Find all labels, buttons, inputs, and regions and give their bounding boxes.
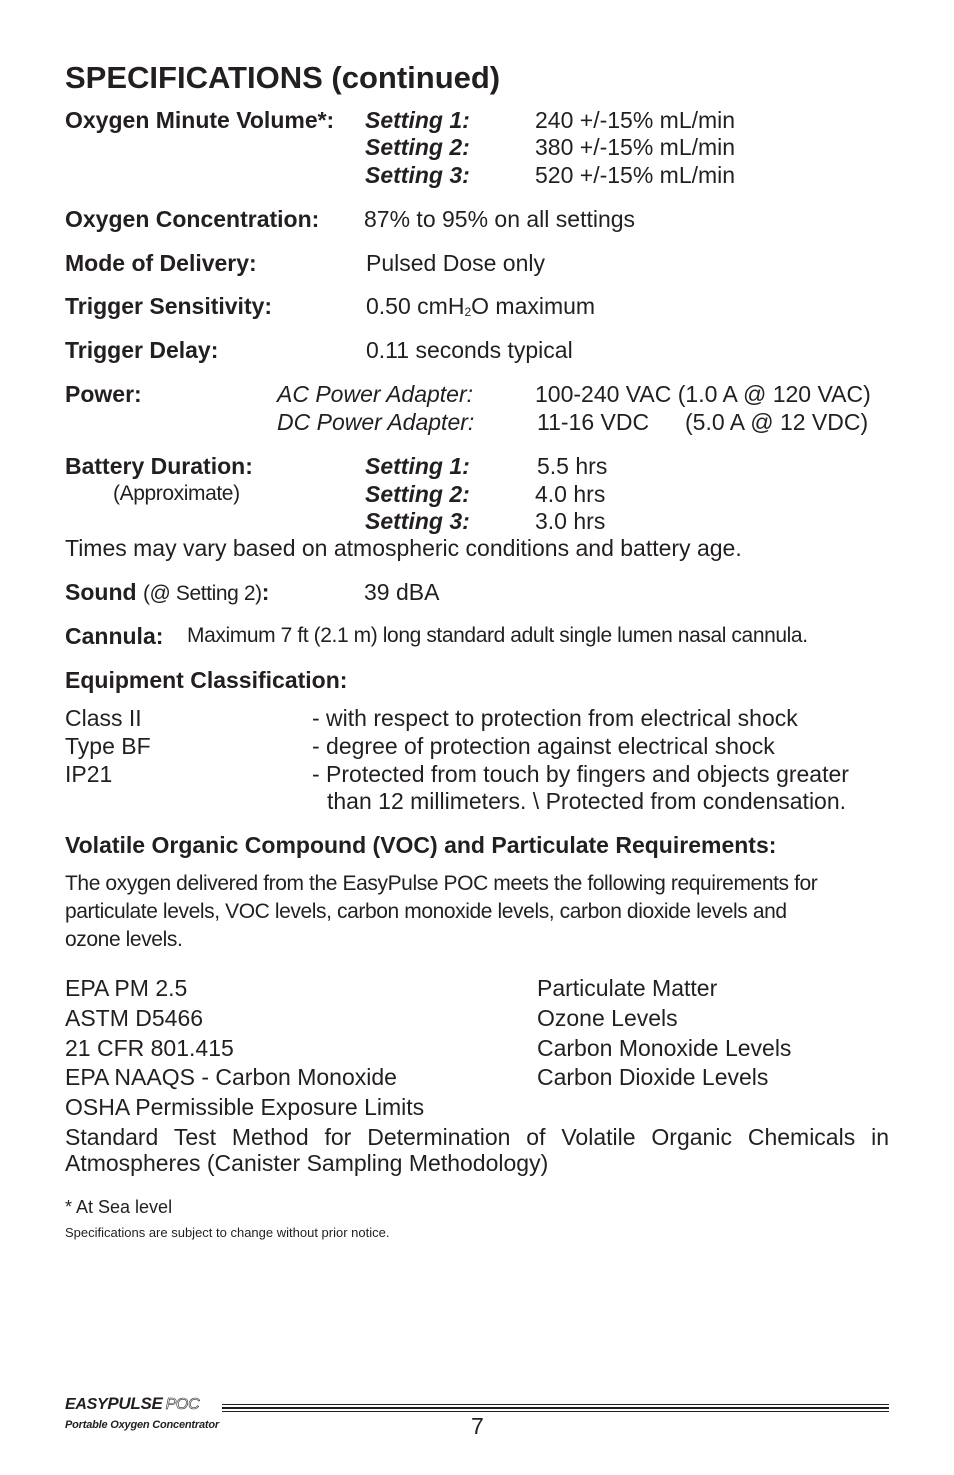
omv-setting-1: Setting 1:: [365, 107, 470, 133]
voc-paragraph-line-3: ozone levels.: [65, 928, 183, 951]
ip21: IP21: [65, 761, 113, 787]
battery-value-3: 3.0 hrs: [535, 508, 606, 534]
standard-epa-naaqs: EPA NAAQS - Carbon Monoxide: [65, 1064, 397, 1090]
voc-heading: Volatile Organic Compound (VOC) and Particulate Requirements:: [65, 832, 777, 858]
oxygen-concentration-value: 87% to 95% on all settings: [364, 206, 636, 232]
ac-adapter-label: AC Power Adapter:: [277, 381, 474, 407]
trigger-sensitivity-value-pre: 0.50 cmH: [366, 293, 465, 319]
sound-label: [65, 578, 269, 608]
battery-setting-2: Setting 2:: [365, 481, 470, 507]
type-bf-description: - degree of protection against electrical shock: [312, 733, 775, 759]
logo-easy: EASY: [65, 1396, 108, 1413]
page-title: SPECIFICATIONS (continued): [65, 60, 501, 95]
class-ii-description: - with respect to protection from electrical shock: [312, 705, 798, 731]
omv-value-1: 240 +/-15% mL/min: [535, 107, 736, 133]
test-method-line-1: Standard Test Method for Determination of Volatile Organic Chemicals in: [65, 1124, 889, 1150]
omv-value-2: 380 +/-15% mL/min: [535, 134, 736, 160]
voc-paragraph-line-2: particulate levels, VOC levels, carbon monoxide levels, carbon dioxide levels and: [65, 900, 787, 923]
easypulse-logo: [65, 1394, 199, 1415]
trigger-delay-label: Trigger Delay:: [65, 337, 219, 363]
battery-setting-3: Setting 3:: [365, 508, 470, 534]
ac-adapter-value: 100-240 VAC (1.0 A @ 120 VAC): [535, 381, 871, 407]
standard-epa-pm25: EPA PM 2.5: [65, 975, 188, 1001]
logo-pulse: PULSE: [107, 1394, 163, 1413]
cannula-value: Maximum 7 ft (2.1 m) long standard adult single lumen nasal cannula.: [187, 624, 808, 647]
voc-paragraph-line-1: The oxygen delivered from the EasyPulse POC meets the following requirements for: [65, 872, 818, 895]
equipment-classification-heading: Equipment Classification:: [65, 667, 348, 693]
dc-adapter-current: (5.0 A @ 12 VDC): [685, 409, 869, 435]
class-ii: Class II: [65, 705, 142, 731]
trigger-sensitivity-subscript: 2: [464, 305, 472, 319]
type-bf: Type BF: [65, 733, 151, 759]
standard-21-cfr: 21 CFR 801.415: [65, 1035, 234, 1061]
standard-astm-d5466: ASTM D5466: [65, 1005, 204, 1031]
omv-setting-2: Setting 2:: [365, 134, 470, 160]
standard-carbon-dioxide-levels: Carbon Dioxide Levels: [537, 1064, 769, 1090]
mode-of-delivery-label: Mode of Delivery:: [65, 250, 257, 276]
omv-setting-3: Setting 3:: [365, 162, 470, 188]
sound-label-text: Sound: [65, 579, 137, 605]
battery-duration-sublabel: (Approximate): [113, 482, 240, 505]
oxygen-minute-volume-label: Oxygen Minute Volume*:: [65, 107, 335, 133]
sound-value: 39 dBA: [364, 579, 440, 605]
dc-adapter-label: DC Power Adapter:: [277, 409, 475, 435]
trigger-sensitivity-label: Trigger Sensitivity:: [65, 293, 273, 319]
trigger-sensitivity-value-post: O maximum: [471, 293, 596, 319]
standard-osha: OSHA Permissible Exposure Limits: [65, 1094, 425, 1120]
footer-tagline: Portable Oxygen Concentrator: [65, 1419, 219, 1431]
footer-rule-middle: [222, 1407, 889, 1409]
mode-of-delivery-value: Pulsed Dose only: [366, 250, 545, 276]
battery-value-2: 4.0 hrs: [535, 481, 606, 507]
standard-carbon-monoxide-levels: Carbon Monoxide Levels: [537, 1035, 792, 1061]
battery-value-1: 5.5 hrs: [537, 453, 608, 479]
page-number: 7: [471, 1413, 484, 1439]
standard-particulate-matter: Particulate Matter: [537, 975, 718, 1001]
trigger-delay-value: 0.11 seconds typical: [366, 337, 573, 363]
logo-poc: POC: [165, 1396, 200, 1413]
cannula-label: Cannula:: [65, 623, 164, 649]
dc-adapter-voltage: 11-16 VDC: [537, 409, 650, 435]
ip21-description-continuation: than 12 millimeters. \ Protected from condensation.: [327, 788, 847, 814]
ip21-description: - Protected from touch by fingers and objects greater: [312, 761, 849, 787]
omv-value-3: 520 +/-15% mL/min: [535, 162, 736, 188]
sound-colon: :: [261, 579, 270, 605]
battery-duration-note: Times may vary based on atmospheric conditions and battery age.: [65, 535, 742, 561]
battery-setting-1: Setting 1:: [365, 453, 470, 479]
trigger-sensitivity-value: [366, 292, 595, 326]
oxygen-concentration-label: Oxygen Concentration:: [65, 206, 320, 232]
test-method-line-2: Atmospheres (Canister Sampling Methodology): [65, 1150, 549, 1176]
standard-ozone-levels: Ozone Levels: [537, 1005, 678, 1031]
disclaimer: Specifications are subject to change without prior notice.: [65, 1225, 390, 1240]
footer-rule-top: [222, 1404, 889, 1405]
footer-rule-bottom: [222, 1411, 889, 1412]
battery-duration-label: Battery Duration:: [65, 453, 253, 479]
power-label: Power:: [65, 381, 142, 407]
sound-qualifier: (@ Setting 2): [142, 582, 262, 605]
sea-level-footnote: * At Sea level: [65, 1197, 173, 1217]
